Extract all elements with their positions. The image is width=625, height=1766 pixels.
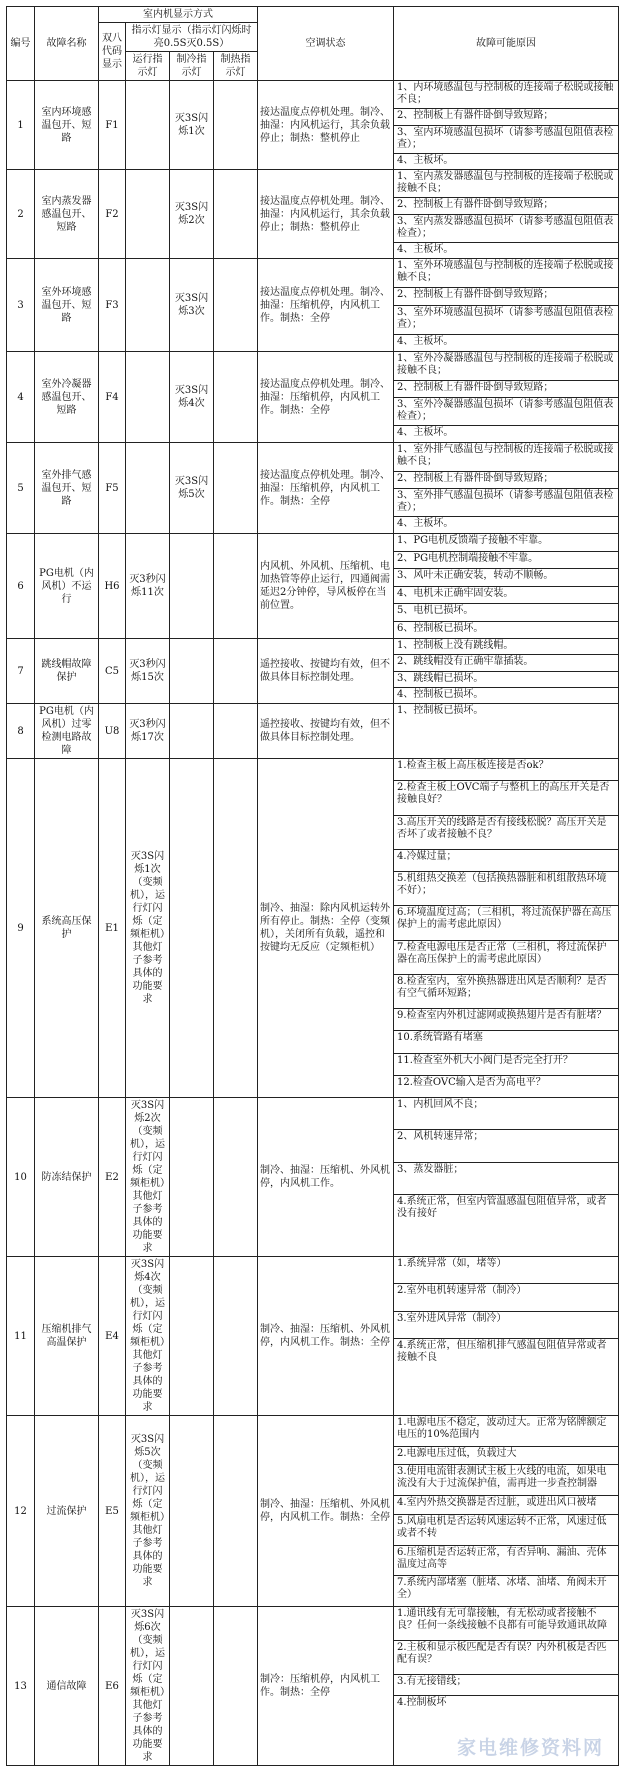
possible-causes [394, 534, 619, 639]
run-light-blink: 灭3S闪烁5次（变频机），运行灯闪烁（定频柜机）其他灯子参考具体的功能要求 [126, 1416, 170, 1607]
fault-name: 室外冷凝器感温包开、短路 [35, 352, 99, 443]
cause-item: 2、PG电机控制端接触不牢靠。 [394, 552, 618, 570]
cause-item: 6.压缩机是否运转正常，有否异响、漏油、壳体温度过高等 [394, 1546, 618, 1577]
heat-light-blink [214, 352, 258, 443]
ac-state: 接达温度点停机处理。制冷、抽湿：压缩机停，内风机工作。制热：全停 [258, 259, 394, 352]
possible-causes [394, 639, 619, 704]
display-code: E5 [99, 1416, 126, 1607]
run-light-blink: 灭3S闪烁4次（变频机），运行灯闪烁（定频柜机）其他灯子参考具体的功能要求 [126, 1257, 170, 1416]
fault-name: 防冻结保护 [35, 1098, 99, 1257]
heat-light-blink [214, 534, 258, 639]
cause-item: 1、室外环境感温包与控制板的连接端子松脱或接触不良； [394, 259, 618, 288]
row-number: 1 [7, 81, 35, 170]
row-number: 3 [7, 259, 35, 352]
possible-causes [394, 352, 619, 443]
cause-item: 1.系统异常（如，堵等） [394, 1257, 618, 1284]
cause-item: 1.通讯线有无可靠接触，有无松动或者接触不良？任何一条线接触不良都有可能导致通讯故障 [394, 1607, 618, 1641]
cause-item: 11.检查室外机大小阀门是否完全打开？ [394, 1054, 618, 1076]
cause-item: 4.冷媒过量； [394, 850, 618, 872]
row-number: 2 [7, 170, 35, 259]
fault-name: 跳线帽故障保护 [35, 639, 99, 704]
cause-item: 4.系统正常，但室内管温感温包阻值异常，或者没有接好 [397, 1195, 607, 1219]
run-light-blink: 灭3S闪烁6次（变频机），运行灯闪烁（定频柜机）其他灯子参考具体的功能要求 [126, 1607, 170, 1766]
cause-item: 3、跳线帽已损坏。 [394, 672, 618, 688]
cause-item: 4、主板坏。 [397, 335, 454, 347]
table-row [7, 443, 619, 534]
cause-item: 4、电机未正确牢固安装。 [394, 587, 618, 605]
cause-item: 2、风机转速异常； [394, 1130, 618, 1162]
display-code: E2 [99, 1098, 126, 1257]
table-row [7, 259, 619, 352]
run-light-blink: 灭3秒闪烁15次 [126, 639, 170, 704]
cause-item: 1、室外排气感温包与控制板的连接端子松脱或接触不良； [394, 443, 618, 472]
run-light-blink: 灭3秒闪烁11次 [126, 534, 170, 639]
run-light-blink: 灭3S闪烁1次（变频机），运行灯闪烁（定频柜机）其他灯子参考具体的功能要求 [126, 759, 170, 1098]
header-indicator-display: 指示灯显示（指示灯闪烁时亮0.5S灭0.5S） [126, 23, 258, 52]
cause-item: 2.电源电压过低，负载过大 [394, 1447, 618, 1466]
ac-state: 制冷：压缩机停，内风机工作。制热：全停 [258, 1607, 394, 1766]
cause-item: 3.高压开关的线路是否有接线松脱？高压开关是否坏了或者接触不良？ [394, 816, 618, 850]
possible-causes [394, 81, 619, 170]
table-body [7, 81, 619, 1766]
cause-item: 2、控制板上有器件卧倒导致短路； [394, 288, 618, 305]
heat-light-blink [214, 81, 258, 170]
watermark-logo: 家电维修资料网 [456, 1737, 604, 1759]
possible-causes [394, 259, 619, 352]
row-number: 6 [7, 534, 35, 639]
cause-item: 1、内环境感温包与控制板的连接端子松脱或接触不良； [394, 81, 618, 109]
possible-causes [394, 1416, 619, 1607]
row-number: 4 [7, 352, 35, 443]
cause-item: 8.检查室内，室外换热器进出风是否顺利？是否有空气循环短路； [394, 975, 618, 1009]
possible-causes [394, 759, 619, 1098]
row-number: 8 [7, 704, 35, 759]
table-row [7, 534, 619, 639]
display-code: F5 [99, 443, 126, 534]
cause-item: 3、室外排气感温包损坏（请参考感温包阻值表检查）； [394, 489, 618, 518]
display-code: C5 [99, 639, 126, 704]
possible-causes [394, 1257, 619, 1416]
fault-code-table [6, 6, 619, 1766]
cause-item: 3、室外环境感温包损坏（请参考感温包阻值表检查）； [394, 306, 618, 335]
ac-state: 制冷、抽湿：压缩机、外风机停，内风机工作。制热：全停 [258, 1416, 394, 1607]
cause-item: 1、PG电机反馈端子接触不牢靠。 [394, 534, 618, 552]
run-light-blink [126, 81, 170, 170]
ac-state: 制冷、抽湿：压缩机、外风机停，内风机工作。制热：全停 [258, 1257, 394, 1416]
heat-light-blink [214, 1257, 258, 1416]
table-row [7, 352, 619, 443]
cause-item: 2.室外电机转速异常（制冷） [394, 1284, 618, 1311]
cause-item: 3.使用电流钳表测试主板上火线的电流，如果电流没有大于过流保护值，需再进一步查控制器 [394, 1465, 618, 1496]
cool-light-blink [170, 1257, 214, 1416]
cause-item: 4.室内外热交换器是否过脏，或进出风口被堵 [394, 1496, 618, 1515]
cause-item: 4.系统正常，但压缩机排气感温包阻值异常或者接触不良 [397, 1339, 607, 1363]
heat-light-blink [214, 704, 258, 759]
ac-state: 接达温度点停机处理。制冷、抽湿：内风机运行，其余负载停止；制热：整机停止 [258, 170, 394, 259]
run-light-blink [126, 170, 170, 259]
cause-item: 12.检查OVC输入是否为高电平？ [397, 1076, 546, 1088]
table-row [7, 1416, 619, 1607]
cause-item: 3、室内蒸发器感温包损坏（请参考感温包阻值表检查）； [394, 215, 618, 243]
cool-light-blink [170, 704, 214, 759]
cause-item: 2、跳线帽没有正确牢靠插装。 [394, 655, 618, 671]
row-number: 5 [7, 443, 35, 534]
cause-item: 3、室外冷凝器感温包损坏（请参考感温包阻值表检查）； [394, 398, 618, 427]
header-fault-name: 故障名称 [35, 7, 99, 81]
fault-code-table-page [6, 6, 618, 1766]
display-code: F1 [99, 81, 126, 170]
header-indoor-display: 室内机显示方式 [99, 7, 258, 23]
table-row [7, 759, 619, 1098]
cause-item: 3.室外进风异常（制冷） [394, 1312, 618, 1339]
possible-causes [394, 443, 619, 534]
cool-light-blink [170, 534, 214, 639]
row-number: 11 [7, 1257, 35, 1416]
row-number: 9 [7, 759, 35, 1098]
fault-name: 系统高压保护 [35, 759, 99, 1098]
row-number: 10 [7, 1098, 35, 1257]
heat-light-blink [214, 170, 258, 259]
cool-light-blink: 灭3S闪烁2次 [170, 170, 214, 259]
table-row [7, 639, 619, 704]
cool-light-blink: 灭3S闪烁4次 [170, 352, 214, 443]
ac-state: 接达温度点停机处理。制冷、抽湿：压缩机停，内风机工作。制热：全停 [258, 352, 394, 443]
ac-state: 遥控接收、按键均有效，但不做具体目标控制处理。 [258, 639, 394, 704]
cause-item: 6.环境温度过高；（三相机，将过流保护器在高压保护上的需考虑此原因） [394, 906, 618, 940]
row-number: 12 [7, 1416, 35, 1607]
display-code: F2 [99, 170, 126, 259]
table-header [7, 7, 619, 81]
possible-causes [394, 704, 619, 759]
cause-item: 2.检查主板上OVC端子与整机上的高压开关是否接触良好？ [394, 781, 618, 815]
cause-item: 3、风叶未正确安装，转动不顺畅。 [394, 569, 618, 587]
run-light-blink [126, 443, 170, 534]
cause-item: 2.主板和显示板匹配是否有误？内外机板是否匹配有误？ [394, 1641, 618, 1675]
cool-light-blink [170, 1607, 214, 1766]
cause-item: 5.机组热交换差（包括换热器脏和机组散热环境不好）； [394, 872, 618, 906]
heat-light-blink [214, 1416, 258, 1607]
row-number: 13 [7, 1607, 35, 1766]
heat-light-blink [214, 443, 258, 534]
display-code: F3 [99, 259, 126, 352]
fault-name: 室内环境感温包开、短路 [35, 81, 99, 170]
ac-state: 接达温度点停机处理。制冷、抽湿：压缩机停，内风机工作。制热：全停 [258, 443, 394, 534]
possible-causes [394, 1098, 619, 1257]
cause-item: 4、主板坏。 [397, 518, 454, 530]
cool-light-blink: 灭3S闪烁1次 [170, 81, 214, 170]
fault-name: 过流保护 [35, 1416, 99, 1607]
run-light-blink: 灭3S闪烁2次（变频机），运行灯闪烁（定频柜机）其他灯子参考具体的功能要求 [126, 1098, 170, 1257]
cause-item: 1.检查主板上高压板连接是否ok？ [394, 759, 618, 781]
cause-item: 6、控制板已损坏。 [397, 622, 484, 634]
cause-item: 1、控制板上没有跳线帽。 [394, 639, 618, 655]
cause-item: 2、控制板上有器件卧倒导致短路； [394, 381, 618, 398]
cause-item: 2、控制板上有器件卧倒导致短路； [394, 472, 618, 489]
header-causes: 故障可能原因 [394, 7, 619, 81]
cause-item: 1、内机回风不良； [394, 1098, 618, 1130]
fault-name: PG电机（内风机）不运行 [35, 534, 99, 639]
ac-state: 制冷、抽湿：除内风机运转外所有停止。制热：全停（变频机），关闭所有负载，遥控和按键均无反应（定频柜机） [258, 759, 394, 1098]
header-ac-state: 空调状态 [258, 7, 394, 81]
cause-item: 3、室内环境感温包损坏（请参考感温包阻值表检查）； [394, 126, 618, 154]
cause-item: 2、控制板上有器件卧倒导致短路； [394, 198, 618, 214]
ac-state: 接达温度点停机处理。制冷、抽湿：内风机运行，其余负载停止；制热：整机停止 [258, 81, 394, 170]
cause-item: 4、主板坏。 [397, 243, 454, 255]
cool-light-blink [170, 759, 214, 1098]
cool-light-blink: 灭3S闪烁3次 [170, 259, 214, 352]
cause-item: 3.有无接错线； [394, 1675, 618, 1697]
cause-item: 10.系统管路有堵塞 [394, 1031, 618, 1053]
cause-item: 1、室外冷凝器感温包与控制板的连接端子松脱或接触不良； [394, 352, 618, 381]
fault-name: PG电机（内风机）过零检测电路故障 [35, 704, 99, 759]
cool-light-blink: 灭3S闪烁5次 [170, 443, 214, 534]
possible-causes [394, 170, 619, 259]
fault-name: 压缩机排气高温保护 [35, 1257, 99, 1416]
header-heat-light: 制热指示灯 [214, 52, 258, 81]
cause-item: 4、主板坏。 [397, 427, 454, 439]
run-light-blink [126, 259, 170, 352]
cool-light-blink [170, 1098, 214, 1257]
cause-item: 2、控制板上有器件卧倒导致短路； [394, 109, 618, 125]
table-row [7, 1098, 619, 1257]
cool-light-blink [170, 1416, 214, 1607]
row-number: 7 [7, 639, 35, 704]
cause-item: 5、电机已损坏。 [394, 604, 618, 622]
display-code: E1 [99, 759, 126, 1098]
cool-light-blink [170, 639, 214, 704]
cause-item: 1.电源电压不稳定，波动过大。正常为铭牌额定电压的10%范围内 [394, 1416, 618, 1447]
table-row [7, 1257, 619, 1416]
cause-item: 4、控制板已损坏。 [397, 688, 484, 700]
heat-light-blink [214, 259, 258, 352]
cause-item: 4、主板坏。 [397, 154, 454, 166]
heat-light-blink [214, 639, 258, 704]
cause-item: 7.检查电源电压是否正常（三相机，将过流保护器在高压保护上的需考虑此原因） [394, 941, 618, 975]
fault-name: 室外环境感温包开、短路 [35, 259, 99, 352]
display-code: U8 [99, 704, 126, 759]
display-code: E6 [99, 1607, 126, 1766]
run-light-blink [126, 352, 170, 443]
table-row [7, 81, 619, 170]
cause-item: 1、室内蒸发器感温包与控制板的连接端子松脱或接触不良； [394, 170, 618, 198]
ac-state: 内风机、外风机、压缩机、电加热管等停止运行，四通阀需延迟2分钟停，导风板停在当前位置。 [258, 534, 394, 639]
header-no: 编号 [7, 7, 35, 81]
display-code: H6 [99, 534, 126, 639]
table-row [7, 170, 619, 259]
heat-light-blink [214, 1098, 258, 1257]
heat-light-blink [214, 1607, 258, 1766]
cause-item: 1、控制板已损坏。 [397, 705, 484, 716]
display-code: E4 [99, 1257, 126, 1416]
fault-name: 通信故障 [35, 1607, 99, 1766]
cause-item: 7.系统内部堵塞（脏堵、冰堵、油堵、角阀未开全） [397, 1577, 607, 1601]
cause-item: 4.控制板坏 [397, 1697, 447, 1709]
display-code: F4 [99, 352, 126, 443]
fault-name: 室外排气感温包开、短路 [35, 443, 99, 534]
cause-item: 3、蒸发器脏； [394, 1163, 618, 1195]
cause-item: 9.检查室内外机过滤网或换热翅片是否有脏堵？ [394, 1009, 618, 1031]
header-code-display: 双八代码显示 [99, 23, 126, 81]
run-light-blink: 灭3秒闪烁17次 [126, 704, 170, 759]
ac-state: 制冷、抽湿：压缩机、外风机停，内风机工作。 [258, 1098, 394, 1257]
heat-light-blink [214, 759, 258, 1098]
table-row [7, 704, 619, 759]
header-run-light: 运行指示灯 [126, 52, 170, 81]
ac-state: 遥控接收、按键均有效，但不做具体目标控制处理。 [258, 704, 394, 759]
header-cool-light: 制冷指示灯 [170, 52, 214, 81]
fault-name: 室内蒸发器感温包开、短路 [35, 170, 99, 259]
cause-item: 5.风扇电机是否运转风速运转不正常，风速过低或者不转 [394, 1515, 618, 1546]
